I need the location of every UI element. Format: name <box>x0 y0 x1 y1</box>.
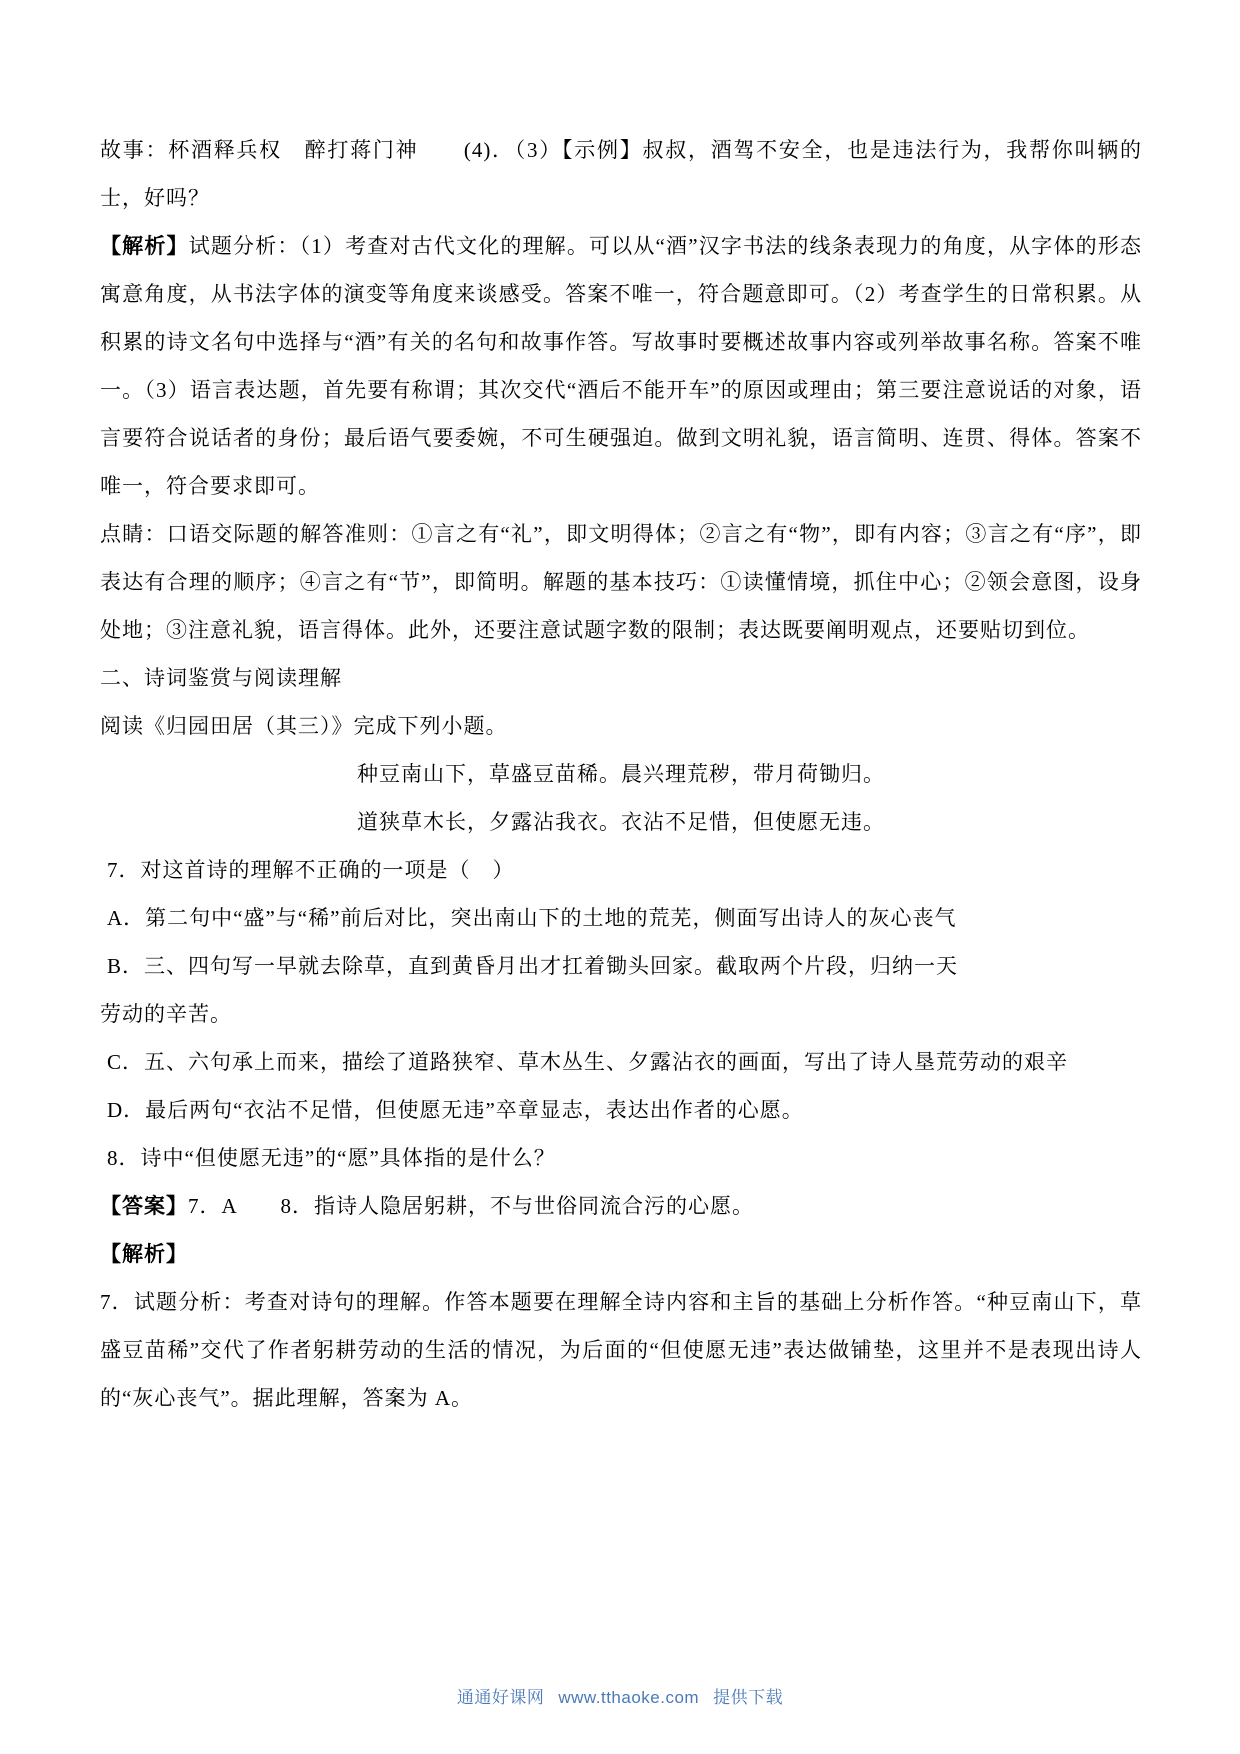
page-footer <box>0 1683 1240 1708</box>
analysis-paragraph <box>100 222 1142 510</box>
option-text: A．第二句中“盛”与“稀”前后对比，突出南山下的土地的荒芜，侧面写出诗人的灰心丧气 <box>107 906 957 930</box>
question-text: 8．诗中“但使愿无违”的“愿”具体指的是什么？ <box>107 1146 556 1170</box>
answer-line <box>100 1182 1142 1230</box>
reading-instruction <box>100 702 1142 750</box>
section-heading <box>100 654 1142 702</box>
option-b-continuation <box>100 990 1142 1038</box>
paragraph-text: 点睛：口语交际题的解答准则：①言之有“礼”，即文明得体；②言之有“物”，即有内容；③言之有“序”，即表达有合理的顺序；④言之有“节”，即简明。解题的基本技巧：①读懂情境，抓住中心；②领会意图，设身处地；③注意礼貌，语言得体。此外，还要注意试题字数的限制；表达既要阐明观点，还要贴切到位。 <box>100 522 1142 642</box>
analysis-label: 【解析】 <box>100 234 189 258</box>
option-c <box>100 1038 1142 1086</box>
answer-text: 7．A 8．指诗人隐居躬耕，不与世俗同流合污的心愿。 <box>188 1194 755 1218</box>
section-heading-text: 二、诗词鉴赏与阅读理解 <box>100 666 342 690</box>
option-text: D．最后两句“衣沾不足惜，但使愿无违”卒章显志，表达出作者的心愿。 <box>107 1098 804 1122</box>
answer-example-paragraph <box>100 126 1142 222</box>
option-d <box>100 1086 1142 1134</box>
paragraph-text: 阅读《归园田居（其三）》完成下列小题。 <box>100 714 508 738</box>
footer-suffix: 提供下载 <box>713 1688 784 1707</box>
document-content <box>100 126 1142 1422</box>
paragraph-text: 故事：杯酒释兵权 醉打蒋门神 (4)．（3）【示例】叔叔，酒驾不安全，也是违法行为，我帮你叫辆的士，好吗？ <box>100 138 1142 210</box>
analysis-question-7 <box>100 1278 1142 1422</box>
paragraph-text: 7．试题分析：考查对诗句的理解。作答本题要在理解全诗内容和主旨的基础上分析作答。“种豆南山下，草盛豆苗稀”交代了作者躬耕劳动的生活的情况，为后面的“但使愿无违”表达做铺垫，这里并不是表现出诗人的“灰心丧气”。据此理解，答案为 A。 <box>100 1290 1142 1410</box>
footer-url[interactable]: www.tthaoke.com <box>558 1688 700 1707</box>
poem-line-2 <box>100 798 1142 846</box>
answer-label: 【答案】 <box>100 1194 188 1218</box>
poem-text: 种豆南山下，草盛豆苗稀。晨兴理荒秽，带月荷锄归。 <box>357 762 885 786</box>
option-text: C．五、六句承上而来，描绘了道路狭窄、草木丛生、夕露沾衣的画面，写出了诗人垦荒劳动的艰辛 <box>107 1050 1069 1074</box>
paragraph-text: 试题分析：（1）考查对古代文化的理解。可以从“酒”汉字书法的线条表现力的角度，从字体的形态寓意角度，从书法字体的演变等角度来谈感受。答案不唯一，符合题意即可。（2）考查学生的日常积累。从积累的诗文名句中选择与“酒”有关的名句和故事作答。写故事时要概述故事内容或列举故事名称。答案不唯一。（3）语言表达题，首先要有称谓；其次交代“酒后不能开车”的原因或理由；第三要注意说话的对象，语言要符合说话者的身份；最后语气要委婉，不可生硬强迫。做到文明礼貌，语言简明、连贯、得体。答案不唯一，符合要求即可。 <box>100 234 1143 498</box>
question-8 <box>100 1134 1142 1182</box>
option-a <box>100 894 1142 942</box>
option-text: B．三、四句写一早就去除草，直到黄昏月出才扛着锄头回家。截取两个片段，归纳一天 <box>107 954 959 978</box>
poem-text: 道狭草木长，夕露沾我衣。衣沾不足惜，但使愿无违。 <box>357 810 885 834</box>
analysis-heading <box>100 1230 1142 1278</box>
option-text: 劳动的辛苦。 <box>100 1002 232 1026</box>
question-text: 7．对这首诗的理解不正确的一项是（ ） <box>107 858 515 882</box>
poem-line-1 <box>100 750 1142 798</box>
footer-site-name: 通通好课网 <box>456 1688 545 1707</box>
question-7 <box>100 846 1142 894</box>
option-b <box>100 942 1142 990</box>
tips-paragraph <box>100 510 1142 654</box>
analysis-label: 【解析】 <box>100 1242 188 1266</box>
